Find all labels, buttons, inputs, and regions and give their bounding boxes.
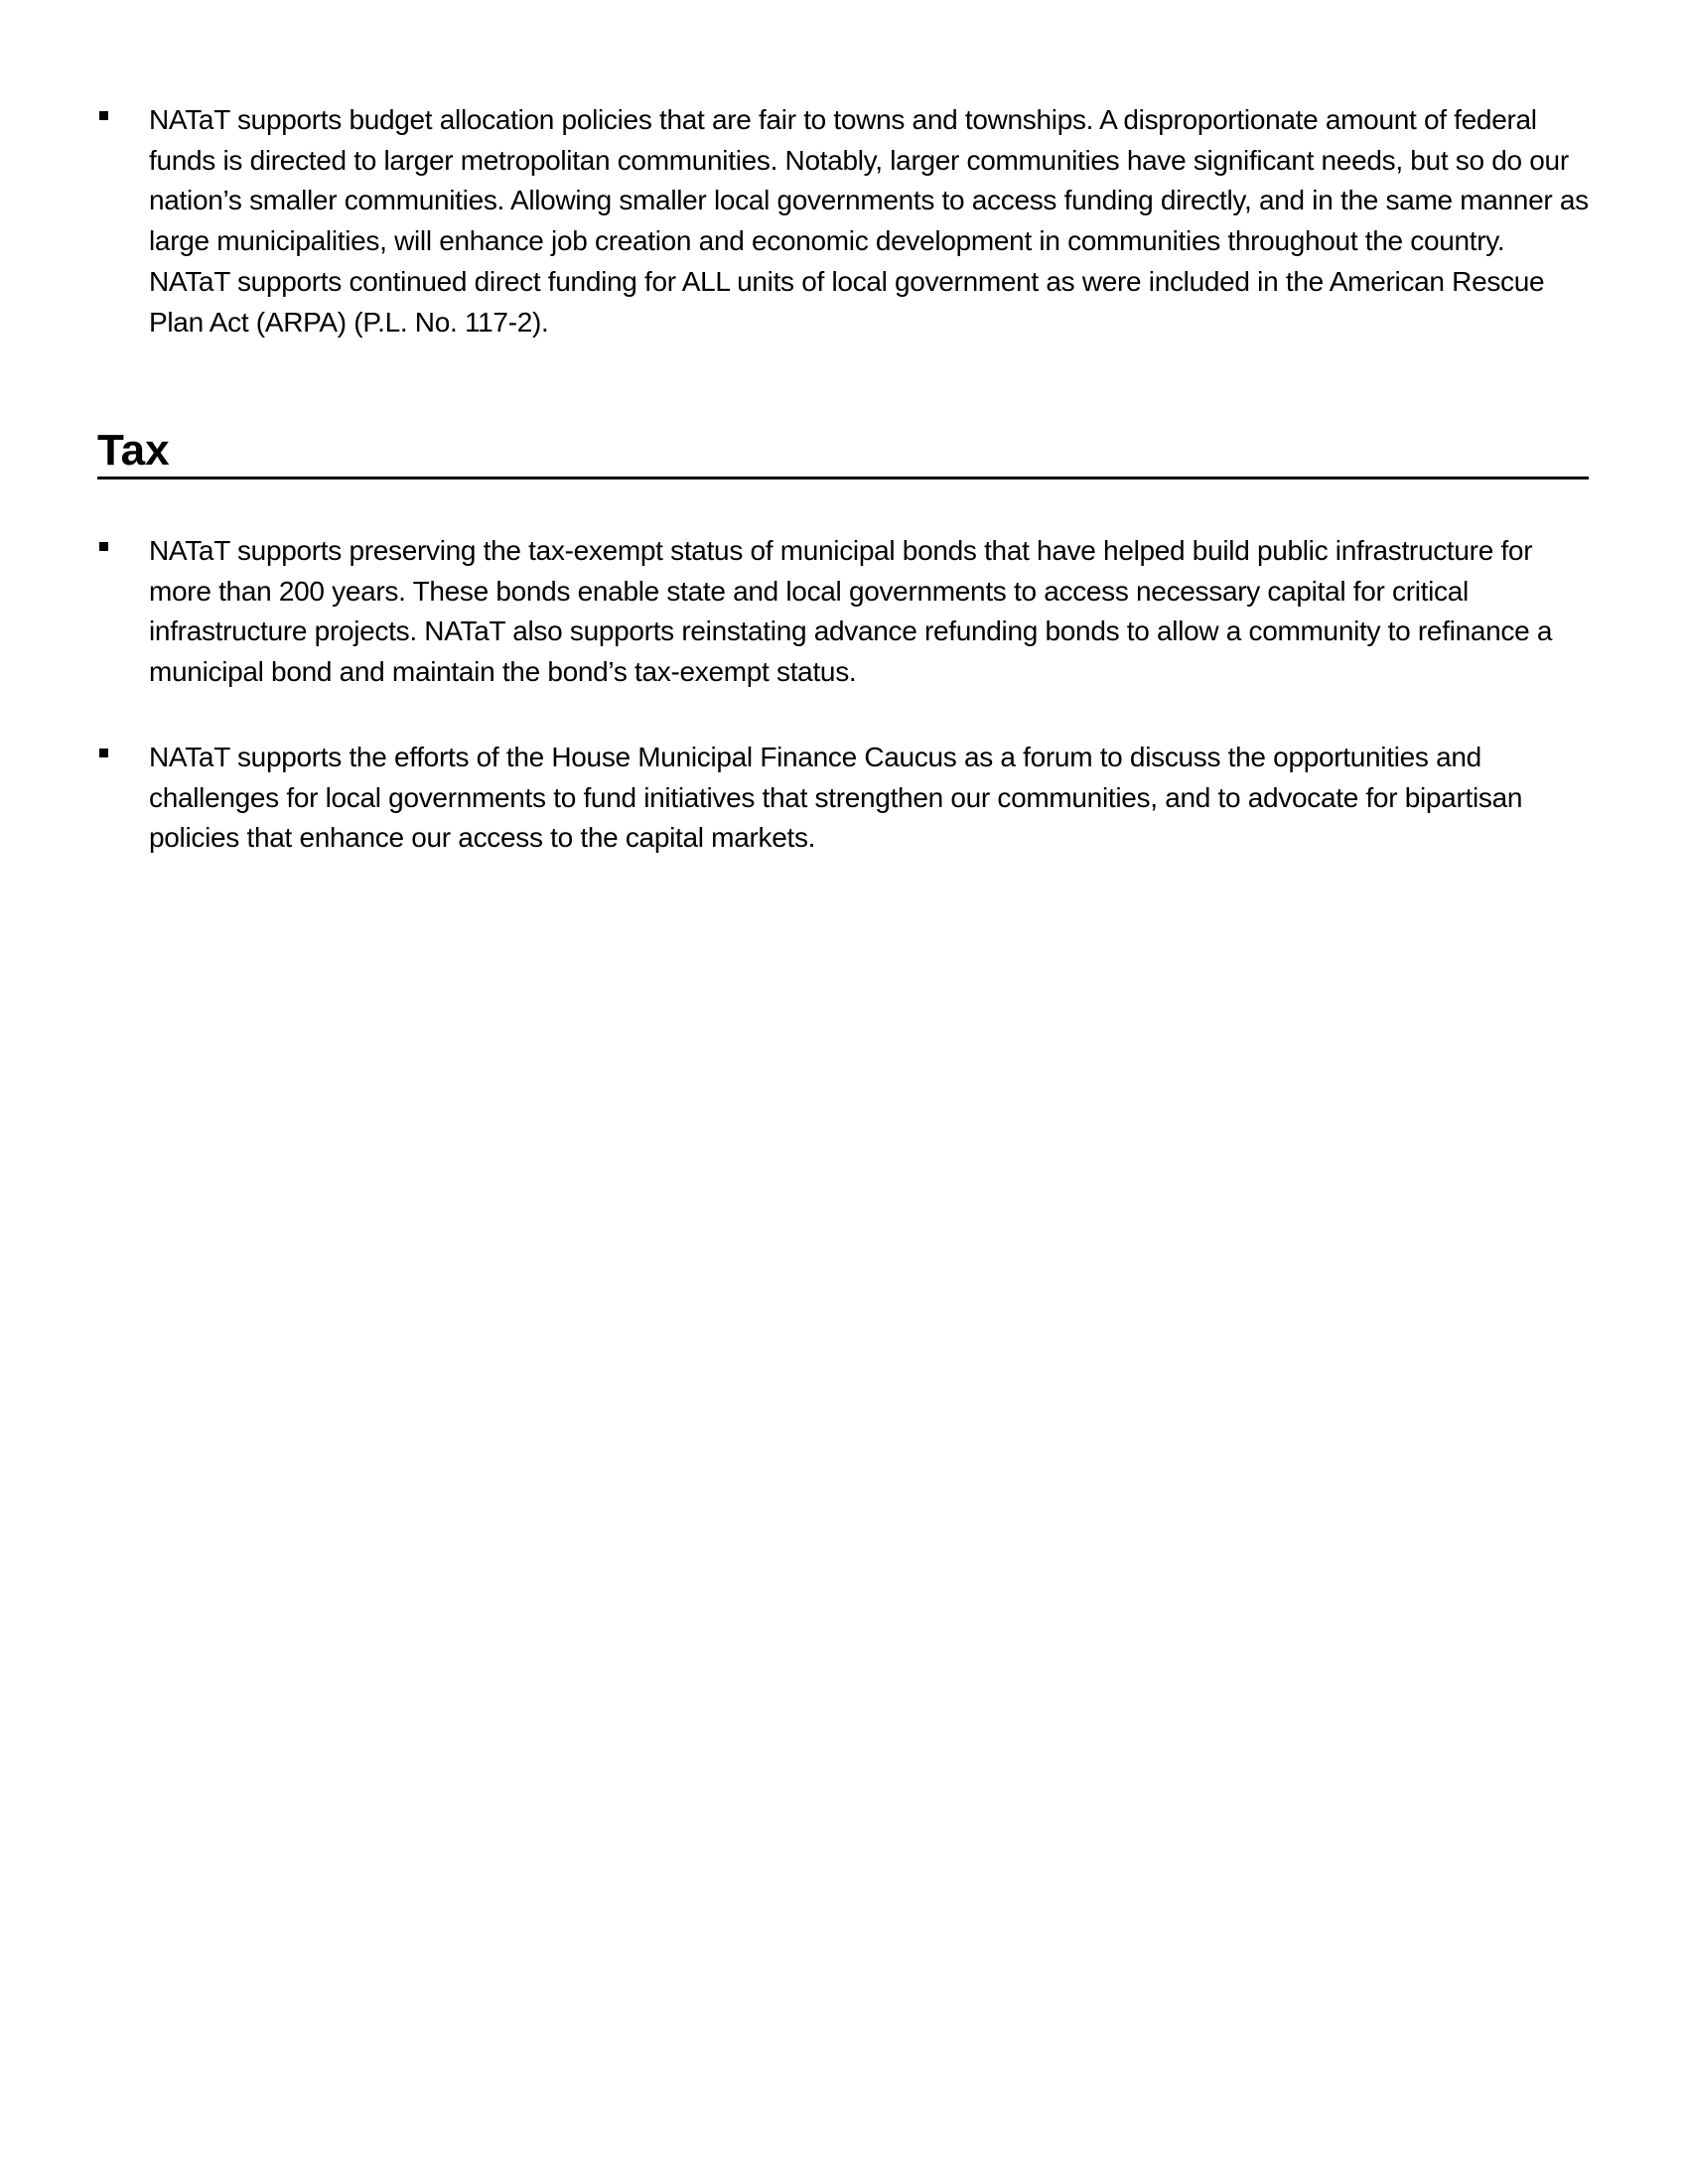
square-bullet-icon — [99, 749, 108, 757]
bullet-text: NATaT supports the efforts of the House Municipal Finance Caucus as a forum to discuss the opportunities and challenges for local governments to fund initiatives that strengthen our communities, and to advocate for bipartisan policies that enhance our access to the capital markets. — [149, 742, 1523, 854]
bullet-text: NATaT supports preserving the tax-exempt status of municipal bonds that have helped build public infrastructure for more than 200 years. These bonds enable state and local governments to access necessary capital for critical infrastructure projects. NATaT also supports reinstating advance refunding bonds to allow a community to refinance a municipal bond and maintain the bond’s tax-exempt status. — [149, 535, 1553, 688]
square-bullet-icon — [99, 111, 108, 120]
heading-underline — [97, 477, 1589, 479]
bullet-text: NATaT supports budget allocation policies that are fair to towns and townships. A disproportionate amount of federal funds is directed to larger metropolitan communities. Notably, larger communities have significant needs, but so do our nation’s smaller communities. Allowing smaller local governments to access funding directly, and in the same manner as large municipalities, will enhance job creation and economic development in communities throughout the country. NATaT supports continued direct funding for ALL units of local government as were included in the American Rescue Plan Act (ARPA) (P.L. No. 117-2). — [149, 104, 1589, 338]
square-bullet-icon — [99, 542, 108, 551]
section-heading-tax: Tax — [97, 426, 170, 475]
